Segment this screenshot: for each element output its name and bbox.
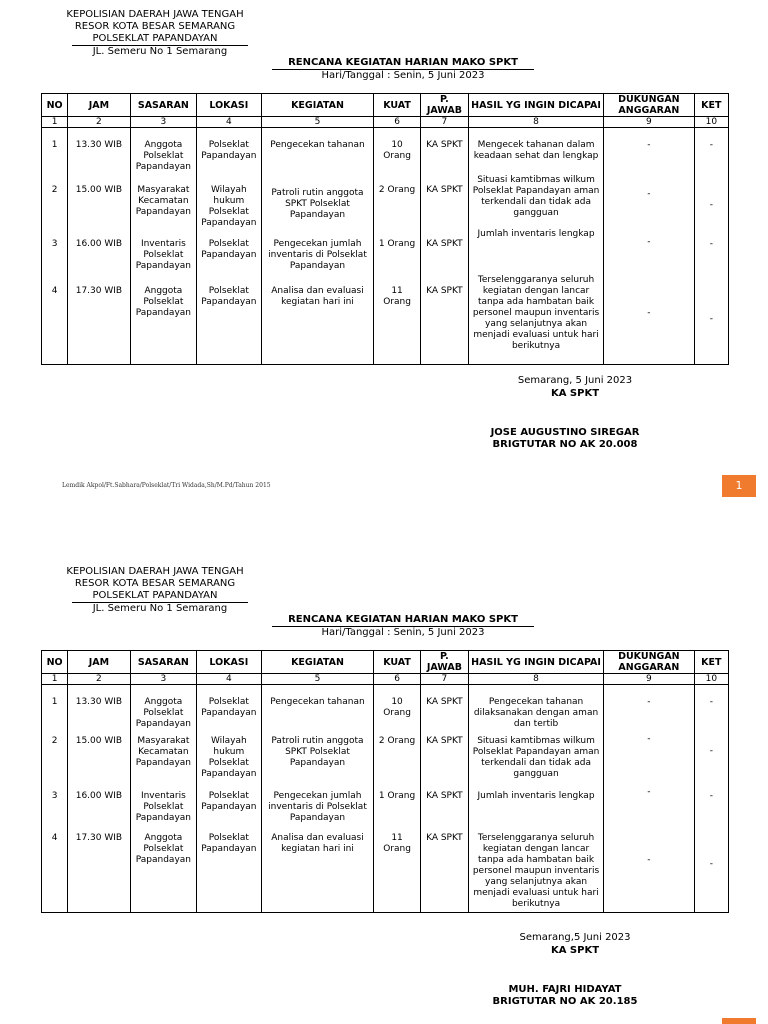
cell-kegiatan: Analisa dan evaluasi kegiatan hari ini — [261, 272, 374, 364]
document-title: RENCANA KEGIATAN HARIAN MAKO SPKT — [272, 57, 534, 70]
col-header: SASARAN — [130, 94, 196, 117]
col-header: SASARAN — [130, 651, 196, 674]
cell-sasaran: Inventaris Polseklat Papandayan — [130, 785, 196, 829]
cell-ket: - — [694, 229, 728, 272]
cell-hasil: Jumlah inventaris lengkap — [469, 229, 604, 272]
cell-pjawab: KA SPKT — [420, 785, 468, 829]
col-number: 9 — [604, 117, 695, 128]
cell-no: 1 — [42, 128, 68, 174]
cell-sasaran: Masyarakat Kecamatan Papandayan — [130, 173, 196, 229]
col-header: KUAT — [374, 651, 420, 674]
cell-dukungan: - — [604, 173, 695, 229]
document-title: RENCANA KEGIATAN HARIAN MAKO SPKT — [272, 614, 534, 627]
cell-ket: - — [694, 128, 728, 174]
column-number-row — [42, 674, 729, 685]
col-number: 1 — [42, 117, 68, 128]
cell-pjawab: KA SPKT — [420, 272, 468, 364]
letterhead-line-3: POLSEKLAT PAPANDAYAN — [92, 33, 218, 44]
cell-lokasi: Polseklat Papandayan — [197, 685, 261, 731]
col-header: HASIL YG INGIN DICAPAI — [469, 651, 604, 674]
cell-jam: 17.30 WIB — [68, 272, 130, 364]
cell-kegiatan: Analisa dan evaluasi kegiatan hari ini — [261, 829, 374, 912]
officer-rank: BRIGTUTAR NO AK 20.008 — [492, 439, 638, 450]
col-number: 8 — [469, 117, 604, 128]
col-number: 3 — [130, 117, 196, 128]
table-row — [42, 829, 729, 912]
col-number: 5 — [261, 674, 374, 685]
cell-hasil: Terselenggaranya seluruh kegiatan dengan lancar tanpa ada hambatan baik personel maupun inventaris yang selanjutnya akan menjadi evaluasi untuk hari berikutnya — [469, 272, 604, 364]
cell-lokasi: Wilayah hukum Polseklat Papandayan — [197, 173, 261, 229]
cell-kegiatan: Patroli rutin anggota SPKT Polseklat Papandayan — [261, 173, 374, 229]
cell-ket: - — [694, 173, 728, 229]
cell-kuat: 11 Orang — [374, 272, 420, 364]
cell-sasaran: Anggota Polseklat Papandayan — [130, 685, 196, 731]
cell-dukungan: - — [604, 829, 695, 912]
letterhead-address: JL. Semeru No 1 Semarang — [72, 602, 248, 615]
cell-pjawab: KA SPKT — [420, 128, 468, 174]
letterhead-address: JL. Semeru No 1 Semarang — [72, 45, 248, 58]
cell-hasil: Jumlah inventaris lengkap — [469, 785, 604, 829]
cell-kuat: 10 Orang — [374, 128, 420, 174]
col-header: KEGIATAN — [261, 651, 374, 674]
col-header: LOKASI — [197, 94, 261, 117]
footer-text: Lemdik Akpol/Ft.Sabhara/Polseklat/Tri Widada,Sh/M.Pd/Tahun 2015 — [62, 482, 271, 489]
activity-table — [41, 650, 729, 913]
cell-pjawab: KA SPKT — [420, 829, 468, 912]
cell-sasaran: Anggota Polseklat Papandayan — [130, 128, 196, 174]
cell-sasaran: Anggota Polseklat Papandayan — [130, 829, 196, 912]
cell-hasil: Mengecek tahanan dalam keadaan sehat dan lengkap — [469, 128, 604, 174]
cell-jam: 16.00 WIB — [68, 229, 130, 272]
col-number: 2 — [68, 117, 130, 128]
col-number: 5 — [261, 117, 374, 128]
cell-jam: 13.30 WIB — [68, 685, 130, 731]
col-number: 6 — [374, 117, 420, 128]
col-number: 7 — [420, 674, 468, 685]
col-header: KET — [694, 94, 728, 117]
cell-no: 2 — [42, 730, 68, 785]
col-header: JAM — [68, 94, 130, 117]
col-number: 6 — [374, 674, 420, 685]
col-number: 7 — [420, 117, 468, 128]
cell-lokasi: Polseklat Papandayan — [197, 272, 261, 364]
col-header: NO — [42, 651, 68, 674]
cell-dukungan: - — [604, 685, 695, 731]
col-number: 1 — [42, 674, 68, 685]
cell-lokasi: Polseklat Papandayan — [197, 785, 261, 829]
cell-lokasi: Polseklat Papandayan — [197, 128, 261, 174]
cell-hasil: Terselenggaranya seluruh kegiatan dengan lancar tanpa ada hambatan baik personel maupun inventaris yang selanjutnya akan menjadi evaluasi untuk hari berikutnya — [469, 829, 604, 912]
cell-sasaran: Inventaris Polseklat Papandayan — [130, 229, 196, 272]
cell-kegiatan: Pengecekan jumlah inventaris di Polseklat Papandayan — [261, 785, 374, 829]
cell-kuat: 10 Orang — [374, 685, 420, 731]
col-number: 4 — [197, 674, 261, 685]
col-header: P. JAWAB — [420, 94, 468, 117]
cell-lokasi: Polseklat Papandayan — [197, 229, 261, 272]
cell-kegiatan: Patroli rutin anggota SPKT Polseklat Papandayan — [261, 730, 374, 785]
cell-dukungan: - — [604, 229, 695, 272]
officer-block — [470, 984, 660, 1008]
officer-name: MUH. FAJRI HIDAYAT — [508, 984, 622, 995]
cell-kegiatan: Pengecekan tahanan — [261, 685, 374, 731]
col-number: 4 — [197, 117, 261, 128]
col-header: NO — [42, 94, 68, 117]
cell-kuat: 11 Orang — [374, 829, 420, 912]
cell-ket: - — [694, 829, 728, 912]
cell-no: 4 — [42, 829, 68, 912]
col-number: 3 — [130, 674, 196, 685]
col-header: JAM — [68, 651, 130, 674]
signature-place-date: Semarang, 5 Juni 2023 — [517, 375, 633, 386]
cell-pjawab: KA SPKT — [420, 173, 468, 229]
cell-kegiatan: Pengecekan jumlah inventaris di Polseklat Papandayan — [261, 229, 374, 272]
col-header: P. JAWAB — [420, 651, 468, 674]
cell-kuat: 2 Orang — [374, 730, 420, 785]
col-header: KET — [694, 651, 728, 674]
page-number-badge: 1 — [722, 475, 756, 497]
table-header-row — [42, 651, 729, 674]
signature-position: KA SPKT — [550, 945, 600, 956]
letterhead-line-1: KEPOLISIAN DAERAH JAWA TENGAH — [66, 566, 244, 577]
cell-dukungan: - — [604, 785, 695, 829]
letterhead-line-2: RESOR KOTA BESAR SEMARANG — [74, 578, 236, 589]
cell-pjawab: KA SPKT — [420, 730, 468, 785]
letterhead-line-3: POLSEKLAT PAPANDAYAN — [92, 590, 218, 601]
cell-no: 1 — [42, 685, 68, 731]
signature-block — [470, 931, 680, 957]
cell-jam: 15.00 WIB — [68, 730, 130, 785]
col-number: 2 — [68, 674, 130, 685]
cell-ket: - — [694, 730, 728, 785]
col-number: 10 — [694, 117, 728, 128]
signature-place-date: Semarang,5 Juni 2023 — [519, 932, 631, 943]
col-number: 10 — [694, 674, 728, 685]
col-header: HASIL YG INGIN DICAPAI — [469, 94, 604, 117]
cell-ket: - — [694, 785, 728, 829]
col-number: 8 — [469, 674, 604, 685]
officer-name: JOSE AUGUSTINO SIREGAR — [490, 427, 640, 438]
col-header: KUAT — [374, 94, 420, 117]
cell-kuat: 2 Orang — [374, 173, 420, 229]
cell-pjawab: KA SPKT — [420, 685, 468, 731]
cell-ket: - — [694, 685, 728, 731]
cell-dukungan: - — [604, 730, 695, 785]
cell-pjawab: KA SPKT — [420, 229, 468, 272]
document-date: Hari/Tanggal : Senin, 5 Juni 2023 — [321, 627, 485, 638]
cell-no: 4 — [42, 272, 68, 364]
cell-dukungan: - — [604, 128, 695, 174]
cell-sasaran: Masyarakat Kecamatan Papandayan — [130, 730, 196, 785]
cell-no: 3 — [42, 229, 68, 272]
cell-sasaran: Anggota Polseklat Papandayan — [130, 272, 196, 364]
table-row — [42, 730, 729, 785]
cell-jam: 13.30 WIB — [68, 128, 130, 174]
cell-lokasi: Wilayah hukum Polseklat Papandayan — [197, 730, 261, 785]
cell-hasil: Situasi kamtibmas wilkum Polseklat Papandayan aman terkendali dan tidak ada gangguan — [469, 730, 604, 785]
cell-jam: 15.00 WIB — [68, 173, 130, 229]
col-header: KEGIATAN — [261, 94, 374, 117]
letterhead — [50, 566, 260, 615]
col-header: DUKUNGAN ANGGARAN — [604, 94, 695, 117]
officer-rank: BRIGTUTAR NO AK 20.185 — [492, 996, 638, 1007]
cell-hasil: Situasi kamtibmas wilkum Polseklat Papandayan aman terkendali dan tidak ada gangguan — [469, 173, 604, 229]
col-number: 9 — [604, 674, 695, 685]
col-header: DUKUNGAN ANGGARAN — [604, 651, 695, 674]
cell-kuat: 1 Orang — [374, 785, 420, 829]
cell-no: 3 — [42, 785, 68, 829]
letterhead-line-2: RESOR KOTA BESAR SEMARANG — [74, 21, 236, 32]
cell-lokasi: Polseklat Papandayan — [197, 829, 261, 912]
cell-kegiatan: Pengecekan tahanan — [261, 128, 374, 174]
cell-hasil: Pengecekan tahanan dilaksanakan dengan aman dan tertib — [469, 685, 604, 731]
letterhead-line-1: KEPOLISIAN DAERAH JAWA TENGAH — [66, 9, 244, 20]
col-header: LOKASI — [197, 651, 261, 674]
page-number-badge-partial — [722, 1018, 756, 1024]
table-row — [42, 685, 729, 731]
cell-ket: - — [694, 272, 728, 364]
cell-jam: 16.00 WIB — [68, 785, 130, 829]
table-row — [42, 785, 729, 829]
cell-no: 2 — [42, 173, 68, 229]
signature-position: KA SPKT — [550, 388, 600, 399]
cell-kuat: 1 Orang — [374, 229, 420, 272]
document-date: Hari/Tanggal : Senin, 5 Juni 2023 — [321, 70, 485, 81]
cell-jam: 17.30 WIB — [68, 829, 130, 912]
cell-dukungan: - — [604, 272, 695, 364]
